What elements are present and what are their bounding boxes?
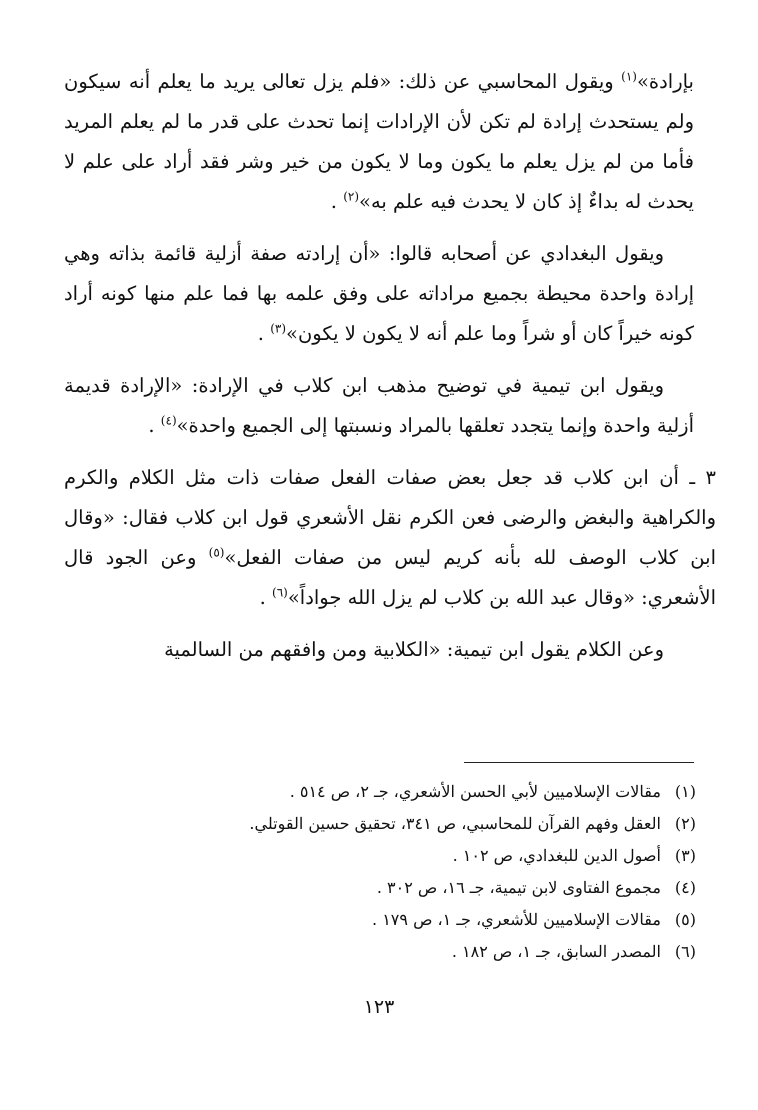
paragraph-2-end: . <box>257 322 271 345</box>
footnote-6-number: (٦) <box>674 942 696 961</box>
footnote-5-text: مقالات الإسلاميين للأشعري، جـ ١، ص ١٧٩ . <box>372 910 661 929</box>
paragraph-4-end: . <box>259 586 273 609</box>
paragraph-4 <box>64 458 716 618</box>
footnote-ref-1[interactable]: (١) <box>621 69 637 84</box>
footnote-5-number: (٥) <box>674 910 696 929</box>
footnote-separator <box>464 762 694 763</box>
footnote-6-text: المصدر السابق، جـ ١، ص ١٨٢ . <box>451 942 661 961</box>
paragraph-2 <box>64 234 694 354</box>
page-number: ١٢٣ <box>363 996 395 1018</box>
footnotes-list <box>64 776 696 968</box>
paragraph-5 <box>64 630 694 670</box>
paragraph-2-text: ويقول البغدادي عن أصحابه قالوا: «أن إرادته صفة أزلية قائمة بذاته وهي إرادة واحدة محيطة بجميع مراداته على وفق علمه بها فما علم منها كونه أراد كونه خيراً كان أو شراً وما علم أنه لا يكون لا يكون» <box>64 242 694 345</box>
paragraph-1-tail: ويقول المحاسبي عن ذلك: «فلم يزل تعالى يريد ما يعلم أنه سيكون ولم يستحدث إرادة لم تكن لأن الإرادات إنما تحدث على قدر ما لم يعلم المريد فأما من لم يزل يعلم ما يكون وما لا يكون من خير وشر فقد أراد على علم لا يحدث له بداءٌ إذ كان لا يحدث فيه علم به» <box>64 70 694 213</box>
footnote-5 <box>64 904 696 936</box>
paragraph-3 <box>64 366 694 446</box>
footnote-3 <box>64 840 696 872</box>
paragraph-3-text: ويقول ابن تيمية في توضيح مذهب ابن كلاب في الإرادة: «الإرادة قديمة أزلية واحدة وإنما يتجدد تعلقها بالمراد ونسبتها إلى الجميع واحدة» <box>64 374 694 437</box>
paragraph-1 <box>64 62 694 222</box>
footnote-ref-2[interactable]: (٢) <box>343 189 360 204</box>
footnote-3-text: أصول الدين للبغدادي، ص ١٠٢ . <box>452 846 661 865</box>
footnote-1-number: (١) <box>674 782 696 801</box>
footnote-1-text: مقالات الإسلاميين لأبي الحسن الأشعري، جـ ٢، ص ٥١٤ . <box>289 782 661 801</box>
footnote-2 <box>64 808 696 840</box>
footnote-4-number: (٤) <box>674 878 696 897</box>
paragraph-4-mid: وعن الجود قال الأشعري: «وقال عبد الله بن كلاب لم يزل الله جواداً» <box>64 546 716 609</box>
paragraph-3-end: . <box>148 414 161 437</box>
footnote-ref-4[interactable]: (٤) <box>160 413 177 428</box>
footnote-2-text: العقل وفهم القرآن للمحاسبي، ص ٣٤١، تحقيق حسين القوتلي. <box>249 814 661 833</box>
paragraph-5-text: وعن الكلام يقول ابن تيمية: «الكلابية ومن وافقهم من السالمية <box>164 638 664 661</box>
paragraph-1-text: بإرادة» <box>636 70 694 93</box>
paragraph-4-text: ٣ ـ أن ابن كلاب قد جعل بعض صفات الفعل صفات ذات مثل الكلام والكرم والكراهية والبغض والرضى فعن الكرم نقل الأشعري قول ابن كلاب فقال: «وقال ابن كلاب الوصف لله بأنه كريم ليس من صفات الفعل» <box>64 466 716 569</box>
main-text <box>64 62 716 670</box>
footnote-2-number: (٢) <box>674 814 696 833</box>
footnote-4 <box>64 872 696 904</box>
footnote-ref-5[interactable]: (٥) <box>208 545 225 560</box>
footnote-ref-6[interactable]: (٦) <box>272 585 288 600</box>
footnote-4-text: مجموع الفتاوى لابن تيمية، جـ ١٦، ص ٣٠٢ . <box>376 878 661 897</box>
footnote-ref-3[interactable]: (٣) <box>270 321 287 336</box>
footnote-6 <box>64 936 696 968</box>
footnote-3-number: (٣) <box>674 846 696 865</box>
paragraph-1-end: . <box>330 190 344 213</box>
footnote-1 <box>64 776 696 808</box>
